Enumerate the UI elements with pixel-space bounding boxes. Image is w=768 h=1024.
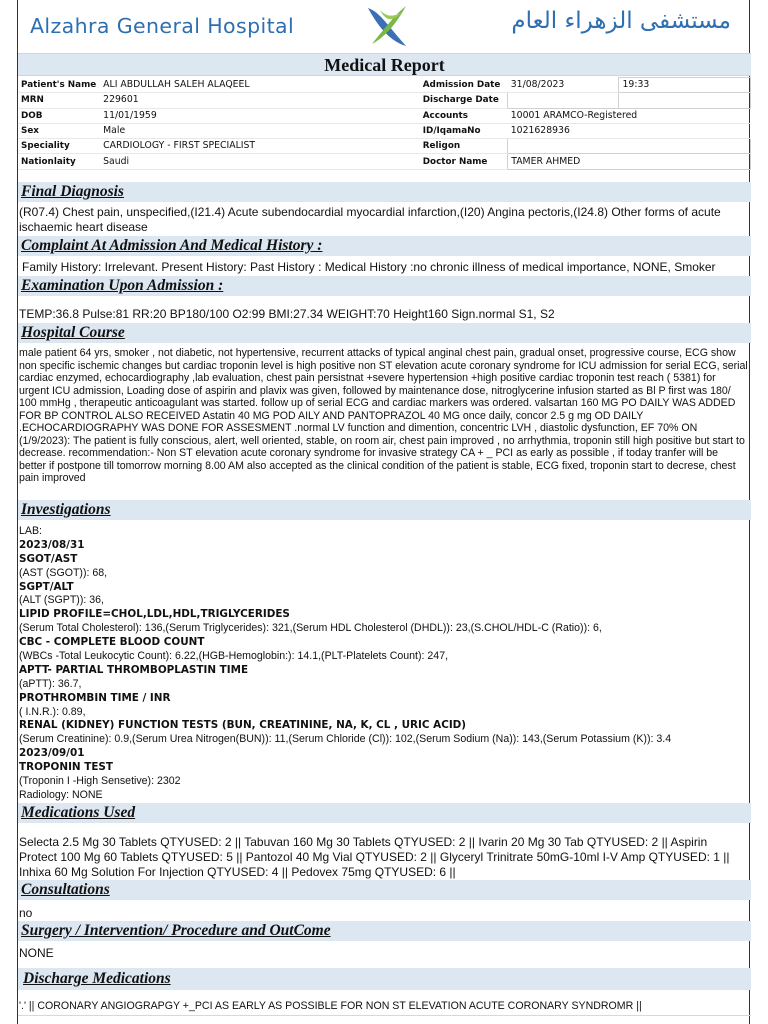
patient-info-table — [18, 77, 751, 170]
field-value: 11/01/1959 — [100, 108, 420, 123]
investigation-heading: SGOT/AST — [19, 552, 78, 565]
field-label: Accounts — [420, 108, 508, 123]
investigation-heading: LIPID PROFILE=CHOL,LDL,HDL,TRIGLYCERIDES — [19, 608, 290, 621]
field-value — [508, 139, 751, 154]
field-value: 229601 — [100, 93, 420, 108]
investigation-heading: CBC - COMPLETE BLOOD COUNT — [19, 636, 205, 649]
patient-info-row — [18, 78, 751, 93]
section-header-final-diagnosis — [18, 182, 751, 202]
section-title: Consultations — [21, 881, 110, 898]
investigation-heading: SGPT/ALT — [19, 580, 74, 593]
complaint-text: Family History: Irrelevant. Present History: Past History : Medical History :no chronic illness of medical importance, NONE, Smoker — [22, 260, 716, 274]
report-header — [18, 0, 751, 52]
investigation-heading: 2023/08/31 — [19, 538, 85, 551]
investigation-result: (WBCs -Total Leukocytic Count): 6.22,(HGB-Hemoglobin:): 14.1,(PLT-Platelets Count): 247, — [19, 650, 449, 663]
field-label: DOB — [18, 108, 100, 123]
section-header-examination — [18, 276, 751, 296]
field-label: Speciality — [18, 139, 100, 154]
section-title: Surgery / Intervention/ Procedure and OutCome — [21, 922, 331, 939]
hospital-name-english: Alzahra General Hospital — [30, 14, 295, 38]
report-title-band — [18, 53, 751, 76]
section-header-consultations — [18, 880, 751, 900]
investigation-result: (Serum Total Cholesterol): 136,(Serum Triglycerides): 321,(Serum HDL Cholesterol (DHDL)): 23,(S.CHOL/HDL-C (Ratio)): 6, — [19, 622, 602, 635]
field-value — [619, 93, 751, 108]
hospital-name-arabic: مستشفى الزهراء العام — [511, 8, 731, 34]
field-value: 31/08/2023 — [508, 78, 619, 93]
field-label: Patient's Name — [18, 78, 100, 93]
section-header-investigations — [18, 500, 751, 520]
section-header-surgery — [18, 921, 751, 941]
field-label: Discharge Date — [420, 93, 508, 108]
investigation-heading: TROPONIN TEST — [19, 761, 114, 774]
section-header-complaint — [18, 236, 751, 256]
divider — [18, 1015, 751, 1016]
field-label: Sex — [18, 123, 100, 138]
field-value: 10001 ARAMCO-Registered — [508, 108, 751, 123]
investigation-result: (ALT (SGPT)): 36, — [19, 594, 104, 607]
field-value: 1021628936 — [508, 123, 751, 138]
investigation-heading: PROTHROMBIN TIME / INR — [19, 691, 171, 704]
patient-info-row — [18, 154, 751, 169]
patient-info-row — [18, 108, 751, 123]
investigations-lines — [19, 525, 748, 803]
section-header-medications-used — [18, 803, 751, 823]
hospital-logo-icon — [362, 2, 412, 50]
field-value: TAMER AHMED — [508, 154, 751, 169]
surgery-text: NONE — [19, 946, 54, 960]
field-value: ALI ABDULLAH SALEH ALAQEEL — [100, 78, 420, 93]
investigation-result: (AST (SGOT)): 68, — [19, 566, 108, 579]
section-title: Investigations — [21, 501, 111, 518]
field-label: Admission Date — [420, 78, 508, 93]
section-title: Discharge Medications — [23, 970, 171, 987]
investigation-heading: APTT- PARTIAL THROMBOPLASTIN TIME — [19, 663, 249, 676]
patient-info-row — [18, 93, 751, 108]
investigation-result: ( I.N.R.): 0.89, — [19, 705, 86, 718]
section-header-discharge-medications — [18, 968, 751, 990]
section-title: Hospital Course — [21, 324, 125, 341]
medical-report-page — [17, 0, 750, 1024]
investigation-result: Radiology: NONE — [19, 788, 103, 801]
investigation-result: (Troponin I -High Sensetive): 2302 — [19, 775, 181, 788]
discharge-medications-text: '.' || CORONARY ANGIOGRAPGY +_PCI AS EARLY AS POSSIBLE FOR NON ST ELEVATION ACUTE CORONARY SYNDROMR || — [19, 1000, 642, 1012]
examination-text: TEMP:36.8 Pulse:81 RR:20 BP180/100 O2:99 BMI:27.34 WEIGHT:70 Height160 Sign.normal S1, S2 — [19, 307, 555, 321]
section-header-hospital-course — [18, 323, 751, 343]
field-value — [508, 93, 619, 108]
investigation-result: (aPTT): 36.7, — [19, 677, 82, 690]
section-title: Complaint At Admission And Medical History : — [21, 237, 323, 254]
field-label: ID/IqamaNo — [420, 123, 508, 138]
section-title: Final Diagnosis — [21, 183, 124, 200]
field-label: MRN — [18, 93, 100, 108]
medications-used-text: Selecta 2.5 Mg 30 Tablets QTYUSED: 2 || Tabuvan 160 Mg 30 Tablets QTYUSED: 2 || Ivarin 20 Mg 30 Tab QTYUSED: 2 || Aspirin Protect 100 Mg 60 Tablets QTYUSED: 5 || Pantozol 40 Mg Vial QTYUSED: 2 || Glyceryl Trinitrate 50mG-10ml I-V Amp QTYUSED: 1 || Inhixa 60 Mg Solution For Injection QTYUSED: 4 || Pedovex 75mg QTYUSED: 6 || — [19, 835, 730, 879]
patient-info-row — [18, 139, 751, 154]
field-value: Male — [100, 123, 420, 138]
investigation-result: LAB: — [19, 525, 42, 537]
field-value: Saudi — [100, 154, 420, 169]
consultations-text: no — [19, 906, 33, 920]
field-label: Nationlaity — [18, 154, 100, 169]
investigation-result: (Serum Creatinine): 0.9,(Serum Urea Nitrogen(BUN)): 11,(Serum Chloride (Cl)): 102,(Serum Sodium (Na)): 143,(Serum Potassium (K)): 3.4 — [19, 733, 672, 746]
investigation-heading: RENAL (KIDNEY) FUNCTION TESTS (BUN, CREATININE, NA, K, CL , URIC ACID) — [19, 719, 467, 732]
patient-info-row — [18, 123, 751, 138]
field-value: 19:33 — [619, 78, 751, 93]
field-label: Doctor Name — [420, 154, 508, 169]
field-label: Religon — [420, 139, 508, 154]
final-diagnosis-text: (R07.4) Chest pain, unspecified,(I21.4) Acute subendocardial myocardial infarction,(I20) Angina pectoris,(I24.8) Other forms of acute ischaemic heart disease — [19, 205, 721, 234]
section-title: Examination Upon Admission : — [21, 277, 224, 294]
report-title: Medical Report — [324, 55, 445, 75]
investigation-heading: 2023/09/01 — [19, 747, 85, 760]
field-value: CARDIOLOGY - FIRST SPECIALIST — [100, 139, 420, 154]
hospital-course-text: male patient 64 yrs, smoker , not diabetic, not hypertensive, recurrent attacks of typical anginal chest pain, gradual onset, progressive course, ECG show non specific ischemic changes but cardiac troponin level is high positive non ST elevation acute coronary syndrome for ICU admission for serial ECG, serial cardiac enzymed, echocardiography ,lab evaluation, chest pain persistnat +severe hypertension +high positive cardiac troponin test reach ( 5381) for urgent ICU admission, Loading dose of aspirin and plavix was given, followed by maintenance dose, nitroglycerine infusion started as Bl P first was 180/ 100 mmHg , therapeutic anticoagulant was started. follow up of serial ECG and cardiac markers was ordered. valsartan 160 MG PO DAILY WAS ADDED FOR BP CONTROL ALSO RECEIVED Astatin 40 MG POD AILY AND PANTOPRAZOL 40 MG once daily, concor 2.5 g mg OD DAILY .ECHOCARDIOGRAPHY WAS DONE FOR ASSESMENT .normal LV function and dimention, concentric LVH , diastolic dysfunction, EF 70% ON (1/9/2023): The patient is fully conscious, alert, well oriented, stable, on room air, chest pain improved , no arrhythmia, troponin still high positive but start to decrease. recommendation:- Non ST elevation acute coronary syndrome for invasive strategy CA + _ PCI as early as possible , if today tranfer will be better if postpone till tomorrow morning 8.00 AM also accepted as the clinical condition of the patient is stable, ECG fixed, troponin start to decrese, chest pain improved — [19, 347, 748, 484]
section-title: Medications Used — [21, 804, 136, 821]
